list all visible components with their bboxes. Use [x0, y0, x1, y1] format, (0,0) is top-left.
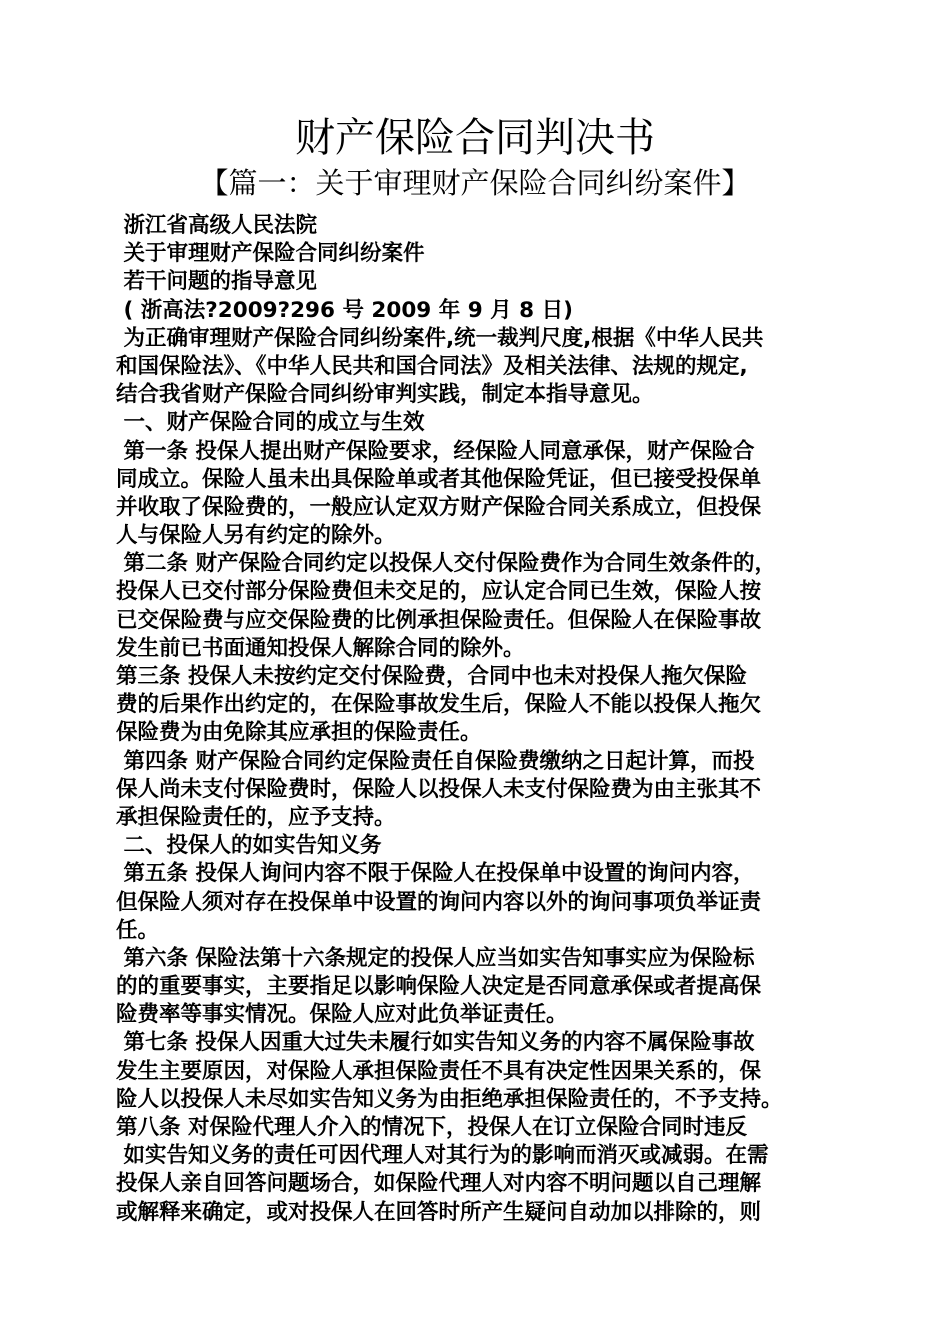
body-line: 险人以投保人未尽如实告知义务为由拒绝承担保险责任的，不予支持。: [116, 1086, 783, 1112]
body-line: 但保险人须对存在投保单中设置的询问内容以外的询问事项负举证责: [116, 889, 762, 915]
body-line: 第三条 投保人未按约定交付保险费，合同中也未对投保人拖欠保险: [116, 664, 747, 689]
body-line: 关于审理财产保险合同纠纷案件: [116, 241, 425, 267]
body-line: 同成立。保险人虽未出具保险单或者其他保险凭证，但已接受投保单: [116, 466, 762, 492]
body-line: 投保人亲自回答问题场合，如保险代理人对内容不明问题以自己理解: [116, 1171, 762, 1197]
body-line: 和国保险法》、《中华人民共和国合同法》及相关法律、法规的规定,: [116, 353, 748, 379]
body-line: 费的后果作出约定的，在保险事故发生后，保险人不能以投保人拖欠: [116, 692, 762, 718]
body-line: 第六条 保险法第十六条规定的投保人应当如实告知事实应为保险标: [116, 945, 755, 971]
body-line: 已交保险费与应交保险费的比例承担保险责任。但保险人在保险事故: [116, 607, 762, 633]
body-line: 并收取了保险费的，一般应认定双方财产保险合同关系成立，但投保: [116, 494, 762, 520]
body-line: 保险费为由免除其应承担的保险责任。: [116, 720, 482, 746]
body-line: 浙江省高级人民法院: [116, 213, 317, 238]
body-line: 发生主要原因，对保险人承担保险责任不具有决定性因果关系的，保: [116, 1058, 762, 1084]
body-line: 投保人已交付部分保险费但未交足的，应认定合同已生效，保险人按: [116, 579, 762, 605]
body-line: 第四条 财产保险合同约定保险责任自保险费缴纳之日起计算，而投: [116, 748, 755, 774]
body-line: 第一条 投保人提出财产保险要求，经保险人同意承保，财产保险合: [116, 438, 755, 464]
body-line: 第五条 投保人询问内容不限于保险人在投保单中设置的询问内容，: [116, 861, 755, 887]
document-subtitle: 【篇一：关于审理财产保险合同纠纷案件】: [199, 166, 751, 200]
document-title: 财产保险合同判决书: [295, 115, 655, 161]
section-heading: 一、财产保险合同的成立与生效: [116, 410, 425, 436]
body-line: 如实告知义务的责任可因代理人对其行为的影响而消灭或减弱。在需: [116, 1143, 769, 1169]
body-line: 的的重要事实，主要指足以影响保险人决定是否同意承保或者提高保: [116, 974, 762, 1000]
body-line: 第二条 财产保险合同约定以投保人交付保险费作为合同生效条件的，: [116, 551, 776, 577]
body-line: 险费率等事实情况。保险人应对此负举证责任。: [116, 1002, 568, 1028]
body-line: 人与保险人另有约定的除外。: [116, 523, 396, 549]
body-line: 若干问题的指导意见: [116, 269, 317, 295]
body-line: 任。: [116, 917, 160, 943]
body-line: 或解释来确定，或对投保人在回答时所产生疑问自动加以排除的，则: [116, 1199, 762, 1225]
body-line: 第八条 对保险代理人介入的情况下，投保人在订立保险合同时违反: [116, 1115, 747, 1140]
body-line: 发生前已书面通知投保人解除合同的除外。: [116, 635, 525, 661]
body-line: 结合我省财产保险合同纠纷审判实践，制定本指导意见。: [116, 382, 654, 408]
document-body: [116, 212, 844, 1227]
body-line: 为正确审理财产保险合同纠纷案件,统一裁判尺度,根据《中华人民共: [116, 325, 764, 351]
section-heading: 二、投保人的如实告知义务: [116, 833, 382, 859]
body-line: 承担保险责任的，应予支持。: [116, 804, 396, 830]
body-line: 保人尚未支付保险费时，保险人以投保人未支付保险费为由主张其不: [116, 776, 762, 802]
body-line: 第七条 投保人因重大过失未履行如实告知义务的内容不属保险事故: [116, 1030, 755, 1056]
body-line: ( 浙高法?2009?296 号 2009 年 9 月 8 日): [116, 297, 573, 323]
